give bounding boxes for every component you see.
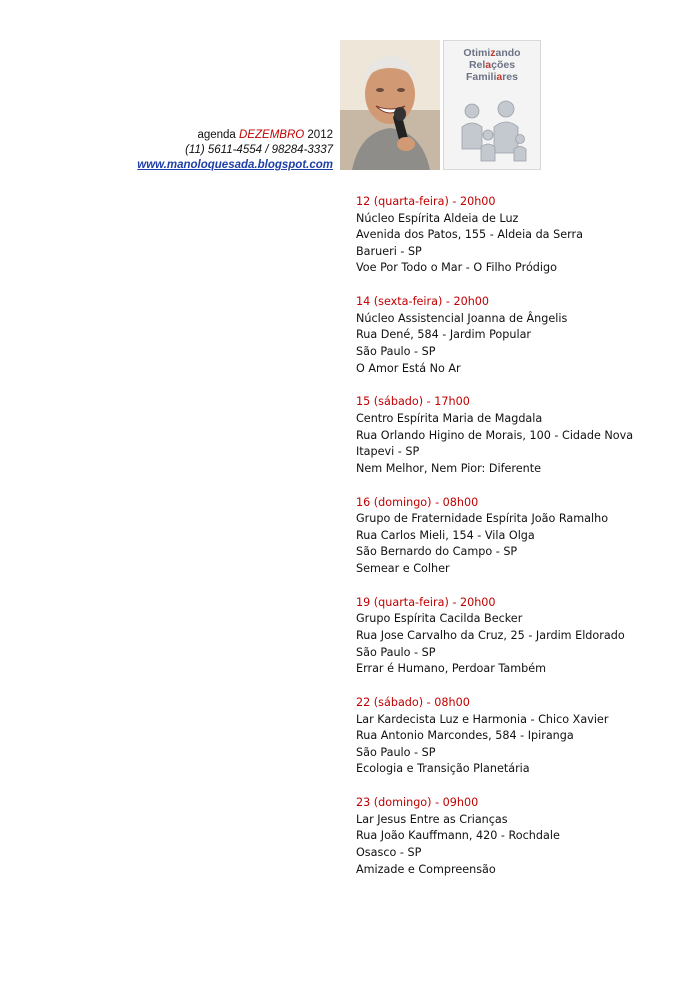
event-date: 23 (domingo) - 09h00 bbox=[356, 796, 479, 810]
event-city: Itapevi - SP bbox=[356, 445, 420, 459]
book-title-part: a bbox=[485, 59, 492, 71]
event-address: Avenida dos Patos, 155 - Aldeia da Serra bbox=[356, 228, 583, 242]
event-topic: Errar é Humano, Perdoar Também bbox=[356, 662, 547, 676]
book-title-part: ções bbox=[491, 59, 516, 71]
event-date: 12 (quarta-feira) - 20h00 bbox=[356, 195, 496, 208]
event-address: Rua João Kauffmann, 420 - Rochdale bbox=[356, 829, 560, 843]
event-entry bbox=[356, 595, 625, 678]
book-title-part: ando bbox=[495, 47, 521, 59]
family-figures-illustration bbox=[454, 97, 532, 165]
event-venue: Centro Espírita Maria de Magdala bbox=[356, 411, 543, 425]
event-entry bbox=[356, 795, 560, 878]
contact-phones: (11) 5611-4554 / 98284-3337 bbox=[185, 144, 333, 156]
event-venue: Núcleo Espírita Aldeia de Luz bbox=[356, 211, 519, 225]
event-topic: Ecologia e Transição Planetária bbox=[356, 762, 530, 776]
event-city: São Paulo - SP bbox=[356, 745, 436, 759]
event-date: 19 (quarta-feira) - 20h00 bbox=[356, 595, 496, 609]
event-city: Barueri - SP bbox=[356, 244, 422, 258]
event-topic: Nem Melhor, Nem Pior: Diferente bbox=[356, 461, 542, 475]
event-topic: Semear e Colher bbox=[356, 561, 450, 575]
event-city: São Paulo - SP bbox=[356, 344, 436, 358]
event-venue: Lar Jesus Entre as Crianças bbox=[356, 812, 508, 826]
agenda-title bbox=[137, 128, 333, 143]
event-address: Rua Carlos Mieli, 154 - Vila Olga bbox=[356, 528, 535, 542]
event-address: Rua Jose Carvalho da Cruz, 25 - Jardim Eldorado bbox=[356, 628, 625, 642]
event-date: 14 (sexta-feira) - 20h00 bbox=[356, 295, 490, 309]
agenda-month: DEZEMBRO bbox=[239, 129, 305, 141]
event-venue: Núcleo Assistencial Joanna de Ângelis bbox=[356, 311, 568, 325]
event-entry bbox=[356, 394, 633, 477]
event-topic: Amizade e Compreensão bbox=[356, 862, 496, 876]
event-venue: Grupo de Fraternidade Espírita João Ramalho bbox=[356, 512, 609, 526]
event-venue: Grupo Espírita Cacilda Becker bbox=[356, 612, 523, 626]
event-entry bbox=[356, 695, 608, 778]
website-link[interactable]: www.manoloquesada.blogspot.com bbox=[137, 159, 333, 171]
event-address: Rua Orlando Higino de Morais, 100 - Cidade Nova bbox=[356, 428, 634, 442]
event-address: Rua Antonio Marcondes, 584 - Ipiranga bbox=[356, 729, 574, 743]
book-title-part: Rel bbox=[468, 59, 486, 71]
event-venue: Lar Kardecista Luz e Harmonia - Chico Xavier bbox=[356, 712, 609, 726]
book-title-part: Otimi bbox=[463, 47, 491, 59]
event-city: Osasco - SP bbox=[356, 845, 422, 859]
event-entry bbox=[356, 194, 583, 277]
event-entry bbox=[356, 495, 608, 578]
book-title bbox=[444, 47, 540, 83]
event-date: 22 (sábado) - 08h00 bbox=[356, 696, 470, 709]
event-entry bbox=[356, 294, 567, 377]
event-topic: O Amor Está No Ar bbox=[356, 361, 461, 375]
book-title-part: z bbox=[490, 47, 496, 59]
book-cover bbox=[443, 40, 541, 170]
agenda-label: agenda bbox=[197, 129, 236, 141]
event-city: São Paulo - SP bbox=[356, 645, 436, 659]
book-title-part: Famili bbox=[466, 71, 497, 83]
speaker-photo bbox=[340, 40, 440, 170]
speaker-photo-illustration bbox=[340, 40, 440, 170]
event-date: 15 (sábado) - 17h00 bbox=[356, 395, 470, 409]
event-city: São Bernardo do Campo - SP bbox=[356, 545, 518, 559]
agenda-header bbox=[137, 128, 333, 173]
book-title-part: a bbox=[496, 71, 503, 83]
agenda-year: 2012 bbox=[307, 129, 333, 141]
event-address: Rua Dené, 584 - Jardim Popular bbox=[356, 328, 532, 342]
event-topic: Voe Por Todo o Mar - O Filho Pródigo bbox=[356, 261, 557, 275]
book-title-part: res bbox=[502, 71, 518, 83]
event-date: 16 (domingo) - 08h00 bbox=[356, 495, 479, 509]
